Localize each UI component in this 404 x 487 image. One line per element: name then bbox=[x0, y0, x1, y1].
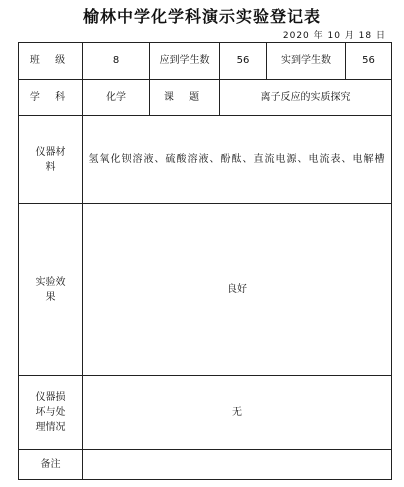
actual-students-value: 56 bbox=[346, 43, 392, 80]
materials-value: 氢氧化钡溶液、硫酸溶液、酚酞、直流电源、电流表、电解槽 bbox=[83, 116, 392, 204]
result-row bbox=[19, 204, 392, 376]
damage-label-cell bbox=[19, 376, 83, 450]
class-row bbox=[19, 43, 392, 80]
notes-value bbox=[83, 450, 392, 480]
materials-label-cell bbox=[19, 116, 83, 204]
class-value: 8 bbox=[83, 43, 150, 80]
class-label: 班 级 bbox=[19, 43, 83, 80]
subject-label: 学 科 bbox=[19, 80, 83, 116]
form-title: 榆林中学化学科演示实验登记表 bbox=[82, 7, 321, 26]
result-label-cell bbox=[19, 204, 83, 376]
notes-row bbox=[19, 450, 392, 480]
damage-label: 仪器损坏与处理情况 bbox=[35, 392, 66, 433]
damage-row bbox=[19, 376, 392, 450]
subject-value: 化学 bbox=[83, 80, 150, 116]
record-date: 2020 年 10 月 18 日 bbox=[282, 31, 386, 41]
subject-row bbox=[19, 80, 392, 116]
materials-row bbox=[19, 116, 392, 204]
materials-label: 仪器材料 bbox=[35, 146, 66, 173]
result-label: 实验效果 bbox=[35, 276, 66, 303]
result-value: 良好 bbox=[83, 204, 392, 376]
experiment-record-table bbox=[18, 42, 392, 480]
actual-students-label: 实到学生数 bbox=[267, 43, 346, 80]
topic-value: 离子反应的实质探究 bbox=[220, 80, 392, 116]
notes-label: 备注 bbox=[19, 450, 83, 480]
damage-value: 无 bbox=[83, 376, 392, 450]
topic-label: 课 题 bbox=[150, 80, 220, 116]
expected-students-label: 应到学生数 bbox=[150, 43, 220, 80]
expected-students-value: 56 bbox=[220, 43, 267, 80]
